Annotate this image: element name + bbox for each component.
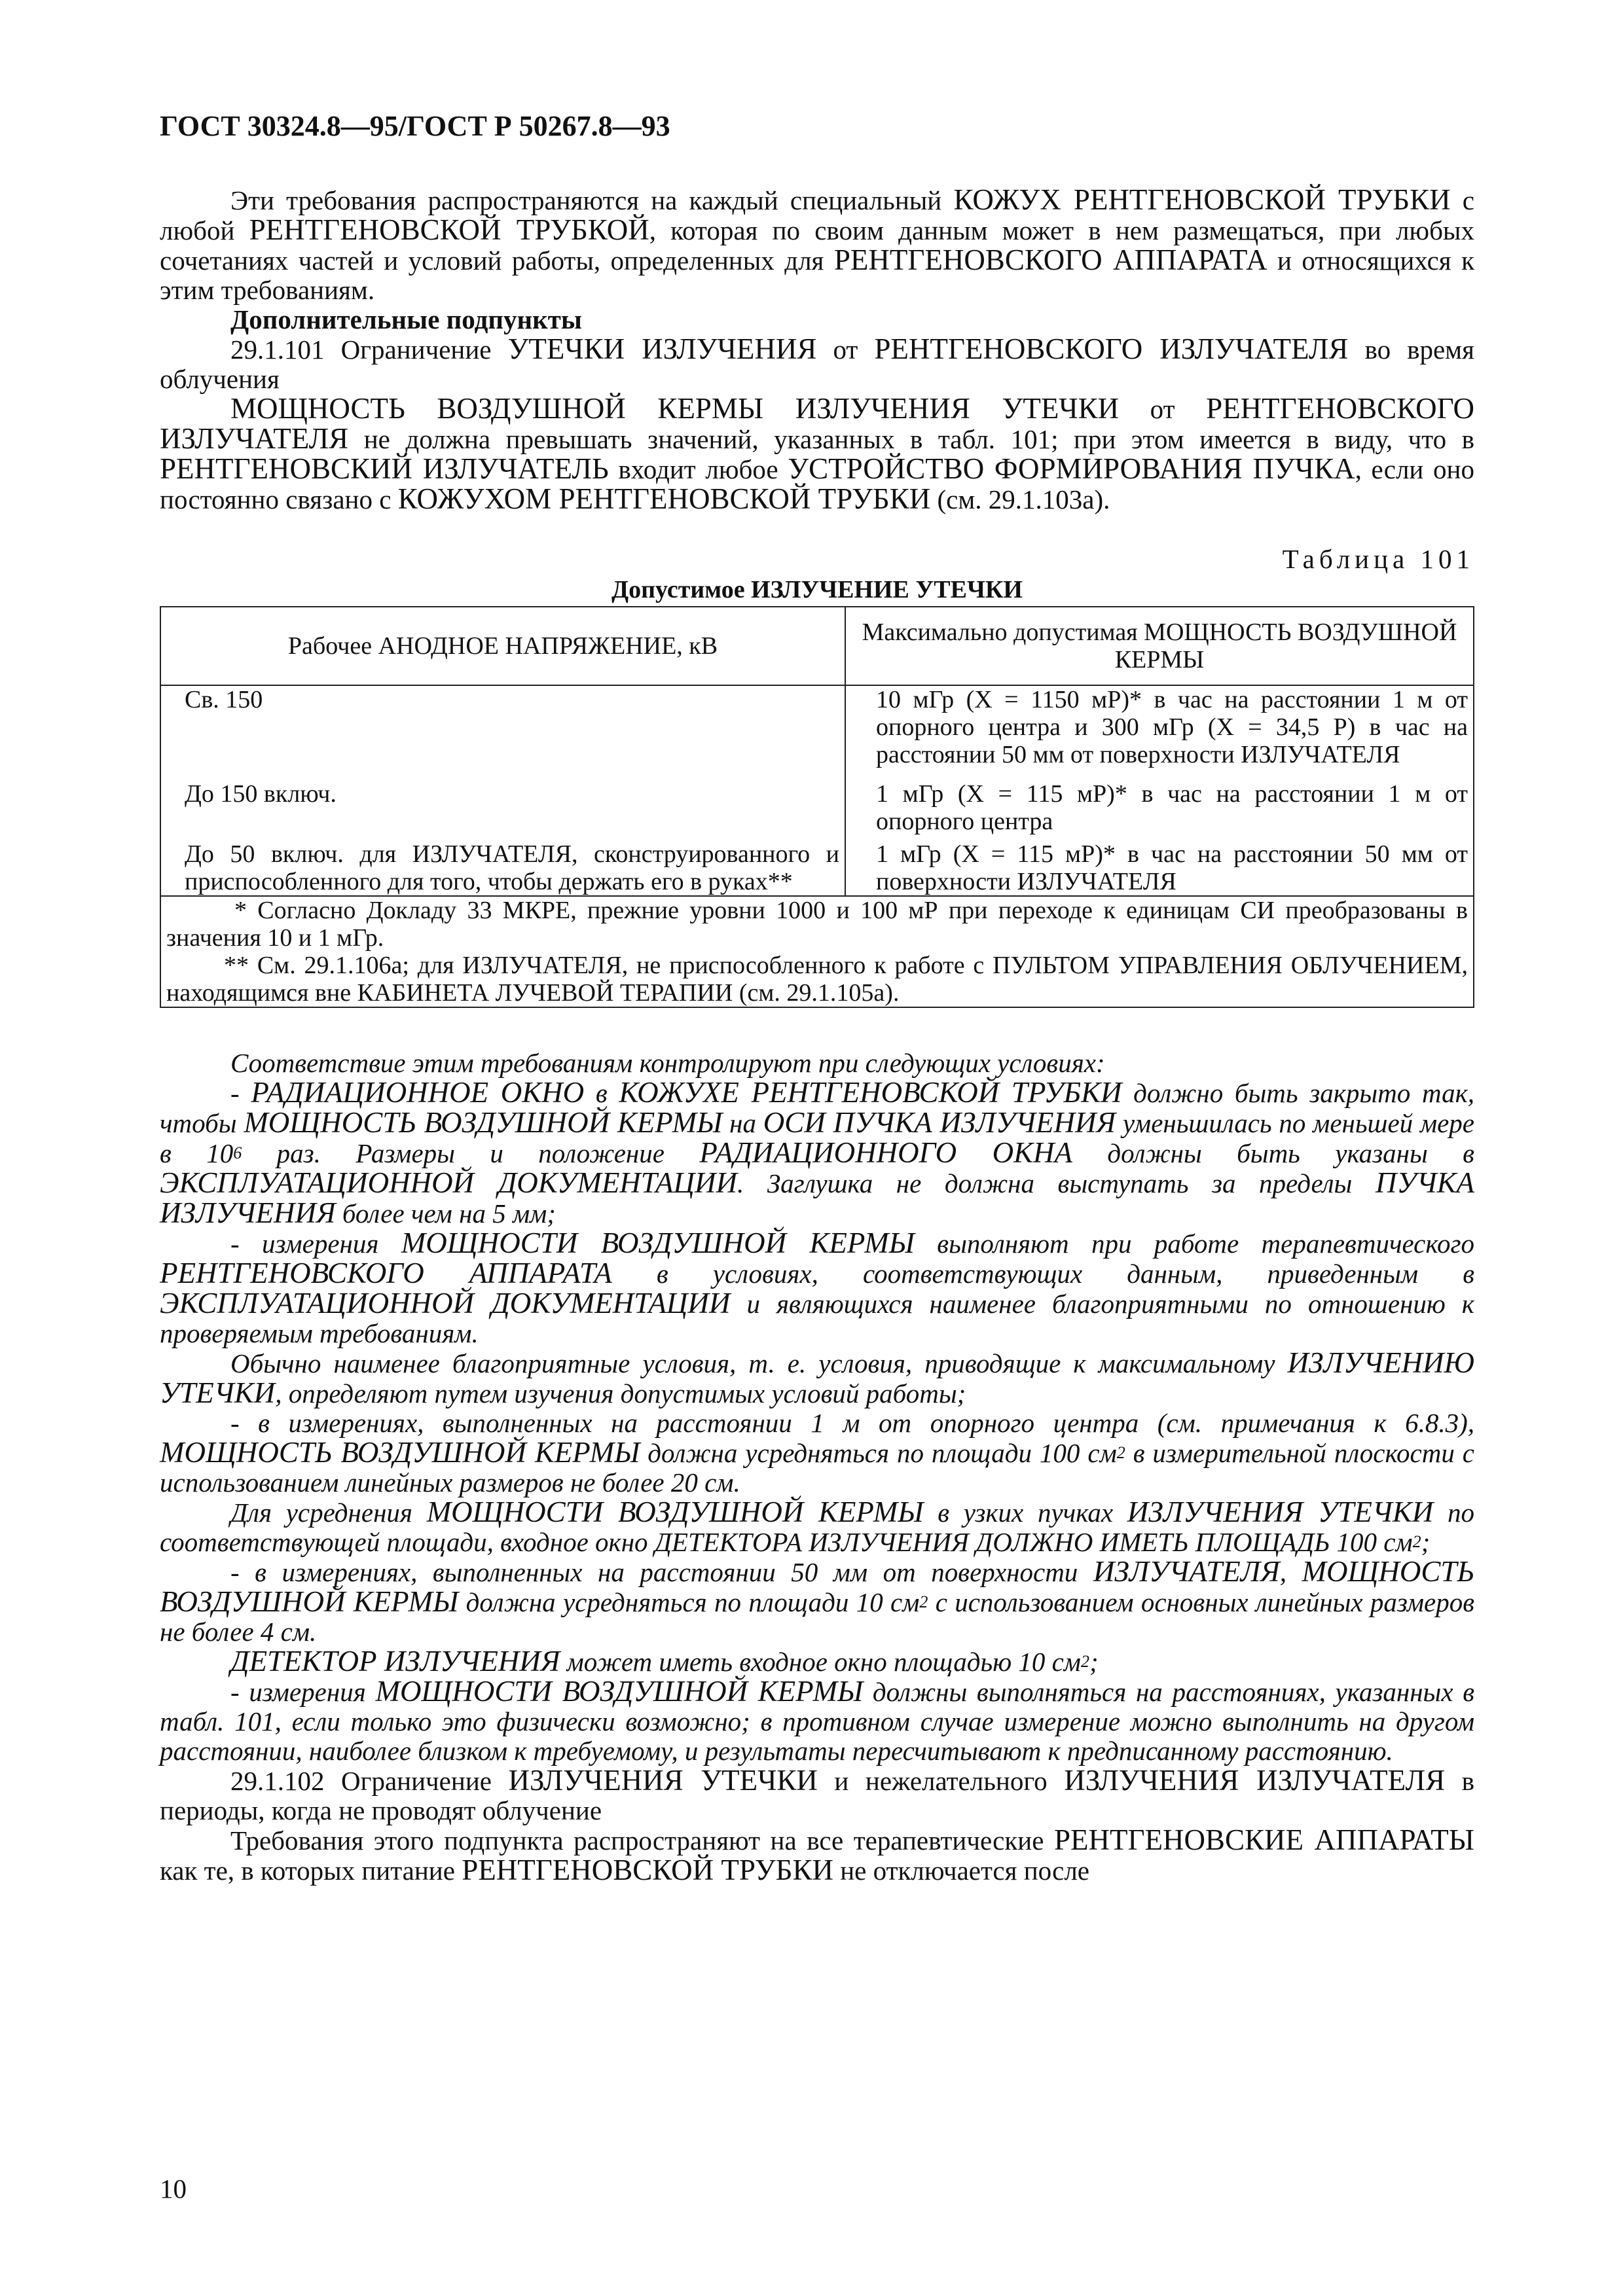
- table-row: [160, 768, 1474, 835]
- table-note-1: * Согласно Докладу 33 МКРЕ, прежние уровни 1000 и 100 мР при переходе к единицам СИ преобразованы в значения 10 и 1 мГр.: [166, 897, 1468, 952]
- compliance-paragraph: ДЕТЕКТОР ИЗЛУЧЕНИЯ может иметь входное окно площадью 10 $см^2$;: [230, 1645, 1099, 1677]
- table-cell: Св. 150: [160, 685, 845, 768]
- table-cell: 1 мГр (X = 115 мР)* в час на расстоянии 50 мм от поверхности ИЗЛУЧАТЕЛЯ: [845, 835, 1474, 896]
- compliance-paragraph: - измерения МОЩНОСТИ ВОЗДУШНОЙ КЕРМЫ должны выполняться на расстояниях, указанных в табл. 101, если только это физически возможно; в противном случае измерение можно выполнить на другом расстоянии, наиболее близком к требуемому, и результаты пересчитывают к предписанному расстоянию.: [160, 1675, 1474, 1766]
- page-number: 10: [160, 2174, 187, 2204]
- clause-29-1-102-text: Требования этого подпункта распространяют на все терапевтические РЕНТГЕНОВСКИЕ АППАРАТЫ как те, в которых питание РЕНТГЕНОВСКОЙ ТРУБКИ не отключается после: [160, 1823, 1475, 1886]
- clause-29-1-101-text: МОЩНОСТЬ ВОЗДУШНОЙ КЕРМЫ ИЗЛУЧЕНИЯ УТЕЧКИ от РЕНТГЕНОВСКОГО ИЗЛУЧАТЕЛЯ не должна превышать значений, указанных в табл. 101; при этом имеется в виду, что в РЕНТГЕНОВСКИЙ ИЗЛУЧАТЕЛЬ входит любое УСТРОЙСТВО ФОРМИРОВАНИЯ ПУЧКА, если оно постоянно связано с КОЖУХОМ РЕНТГЕНОВСКОЙ ТРУБКИ (см. 29.1.103а).: [160, 392, 1474, 515]
- table-cell: До 150 включ.: [160, 768, 845, 835]
- compliance-paragraph: Обычно наименее благоприятные условия, т. е. условия, приводящие к максимальному ИЗЛУЧЕНИЮ УТЕЧКИ, определяют путем изучения допустимых условий работы;: [160, 1346, 1474, 1409]
- table-header-row: [160, 607, 1474, 685]
- table-row: [160, 685, 1474, 768]
- compliance-paragraph: Соответствие этим требованиям контролируют при следующих условиях:: [230, 1048, 1105, 1078]
- compliance-paragraph: Для усреднения МОЩНОСТИ ВОЗДУШНОЙ КЕРМЫ в узких пучках ИЗЛУЧЕНИЯ УТЕЧКИ по соответствующей площади, входное окно ДЕТЕКТОРА ИЗЛУЧЕНИЯ ДОЛЖНО ИМЕТЬ ПЛОЩАДЬ 100 $см^2$;: [160, 1496, 1474, 1557]
- table-title: Допустимое ИЗЛУЧЕНИЕ УТЕЧКИ: [611, 576, 1023, 603]
- table-cell: До 50 включ. для ИЗЛУЧАТЕЛЯ, сконструированного и приспособленного для того, чтобы держать его в руках**: [160, 835, 845, 896]
- table-note-2: ** См. 29.1.106а; для ИЗЛУЧАТЕЛЯ, не приспособленного к работе с ПУЛЬТОМ УПРАВЛЕНИЯ ОБЛУЧЕНИЕМ, находящимся вне КАБИНЕТА ЛУЧЕВОЙ ТЕРАПИИ (см. 29.1.105а).: [166, 952, 1468, 1007]
- compliance-paragraph: - РАДИАЦИОННОЕ ОКНО в КОЖУХЕ РЕНТГЕНОВСКОЙ ТРУБКИ должно быть закрыто так, чтобы МОЩНОСТЬ ВОЗДУШНОЙ КЕРМЫ на ОСИ ПУЧКА ИЗЛУЧЕНИЯ уменьшилась по меньшей мере в $10^6$ раз. Размеры и положение РАДИАЦИОННОГО ОКНА должны быть указаны в ЭКСПЛУАТАЦИОННОЙ ДОКУМЕНТАЦИИ. Заглушка не должна выступать за пределы ПУЧКА ИЗЛУЧЕНИЯ более чем на 5 мм;: [160, 1076, 1475, 1229]
- compliance-paragraph: - в измерениях, выполненных на расстоянии 1 м от опорного центра (см. примечания к 6.8.3), МОЩНОСТЬ ВОЗДУШНОЙ КЕРМЫ должна усредняться по площади 100 $см^2$ в измерительной плоскости с использованием линейных размеров не более 20 см.: [160, 1408, 1474, 1498]
- subsection-heading: Дополнительные подпункты: [230, 304, 582, 334]
- compliance-section: [160, 1049, 1474, 1766]
- header-anode-voltage: Рабочее АНОДНОЕ НАПРЯЖЕНИЕ, кВ: [160, 607, 845, 685]
- leakage-radiation-table: [160, 606, 1474, 1008]
- standard-header: ГОСТ 30324.8—95/ГОСТ Р 50267.8—93: [160, 110, 670, 142]
- compliance-paragraph: - измерения МОЩНОСТИ ВОЗДУШНОЙ КЕРМЫ выполняют при работе терапевтического РЕНТГЕНОВСКОГО АППАРАТА в условиях, соответствующих данным, приведенным в ЭКСПЛУАТАЦИОННОЙ ДОКУМЕНТАЦИИ и являющихся наименее благоприятными по отношению к проверяемым требованиям.: [160, 1227, 1474, 1348]
- table-cell: 1 мГр (X = 115 мР)* в час на расстоянии 1 м от опорного центра: [845, 768, 1474, 835]
- table-cell: 10 мГр (X = 1150 мР)* в час на расстоянии 1 м от опорного центра и 300 мГр (X = 34,5 Р) в час на расстоянии 50 мм от поверхности ИЗЛУЧАТЕЛЯ: [845, 685, 1474, 768]
- compliance-paragraph: - в измерениях, выполненных на расстоянии 50 мм от поверхности ИЗЛУЧАТЕЛЯ, МОЩНОСТЬ ВОЗДУШНОЙ КЕРМЫ должна усредняться по площади 10 $см^2$ с использованием основных линейных размеров не более 4 см.: [160, 1555, 1475, 1647]
- table-number: Таблица 101: [1282, 544, 1474, 574]
- clause-29-1-102-title: 29.1.102 Ограничение ИЗЛУЧЕНИЯ УТЕЧКИ и нежелательного ИЗЛУЧЕНИЯ ИЗЛУЧАТЕЛЯ в периоды, когда не проводят облучение: [160, 1764, 1475, 1825]
- clause-29-1-101-title: 29.1.101 Ограничение УТЕЧКИ ИЗЛУЧЕНИЯ от РЕНТГЕНОВСКОГО ИЗЛУЧАТЕЛЯ во время облучения: [160, 332, 1474, 394]
- table-row: [160, 835, 1474, 896]
- intro-paragraph-1: Эти требования распространяются на каждый специальный КОЖУХ РЕНТГЕНОВСКОЙ ТРУБКИ с любой РЕНТГЕНОВСКОЙ ТРУБКОЙ, которая по своим данным может в нем размещаться, при любых сочетаниях частей и условий работы, определенных для РЕНТГЕНОВСКОГО АППАРАТА и относящихся к этим требованиям.: [160, 183, 1474, 305]
- document-page: [160, 111, 1474, 1886]
- header-max-air-kerma: Максимально допустимая МОЩНОСТЬ ВОЗДУШНОЙ КЕРМЫ: [845, 607, 1474, 685]
- table-notes-row: [160, 896, 1474, 1007]
